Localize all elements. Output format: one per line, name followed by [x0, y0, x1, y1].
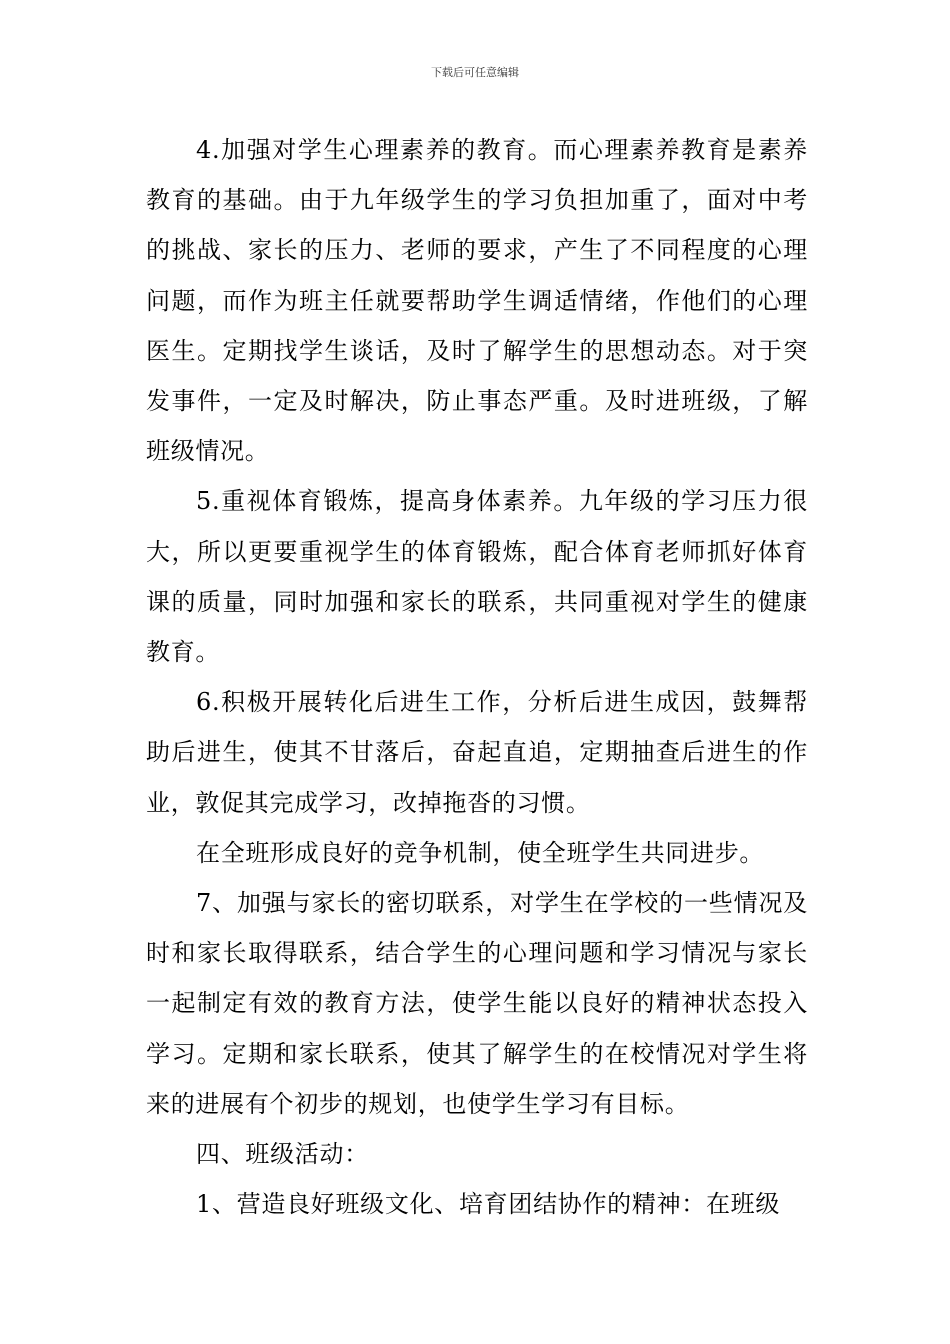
document-body [146, 125, 808, 1229]
paragraph-item-7: 7、加强与家长的密切联系，对学生在学校的一些情况及时和家长取得联系，结合学生的心理问题和学习情况与家长一起制定有效的教育方法，使学生能以良好的精神状态投入学习。定期和家长联系，使其了解学生的在校情况对学生将来的进展有个初步的规划，也使学生学习有目标。 [146, 889, 808, 1118]
paragraph-activity-1: 1、营造良好班级文化、培育团结协作的精神：在班级 [196, 1190, 781, 1219]
paragraph-item-4: 4.加强对学生心理素养的教育。而心理素养教育是素养教育的基础。由于九年级学生的学习负担加重了，面对中考的挑战、家长的压力、老师的要求，产生了不同程度的心理问题，而作为班主任就要帮助学生调适情绪，作他们的心理医生。定期找学生谈话，及时了解学生的思想动态。对于突发事件，一定及时解决，防止事态严重。及时进班级，了解班级情况。 [146, 136, 808, 466]
paragraph-competition: 在全班形成良好的竞争机制，使全班学生共同进步。 [196, 838, 765, 867]
paragraph-item-6: 6.积极开展转化后进生工作，分析后进生成因，鼓舞帮助后进生，使其不甘落后，奋起直追，定期抽查后进生的作业，敦促其完成学习，改掉拖沓的习惯。 [146, 688, 808, 817]
page-header: 下载后可任意编辑 [431, 66, 519, 79]
paragraph-item-5: 5.重视体育锻炼，提高身体素养。九年级的学习压力很大，所以更要重视学生的体育锻炼，配合体育老师抓好体育课的质量，同时加强和家长的联系，共同重视对学生的健康教育。 [146, 487, 808, 667]
section-heading-class-activities: 四、班级活动： [196, 1140, 369, 1169]
